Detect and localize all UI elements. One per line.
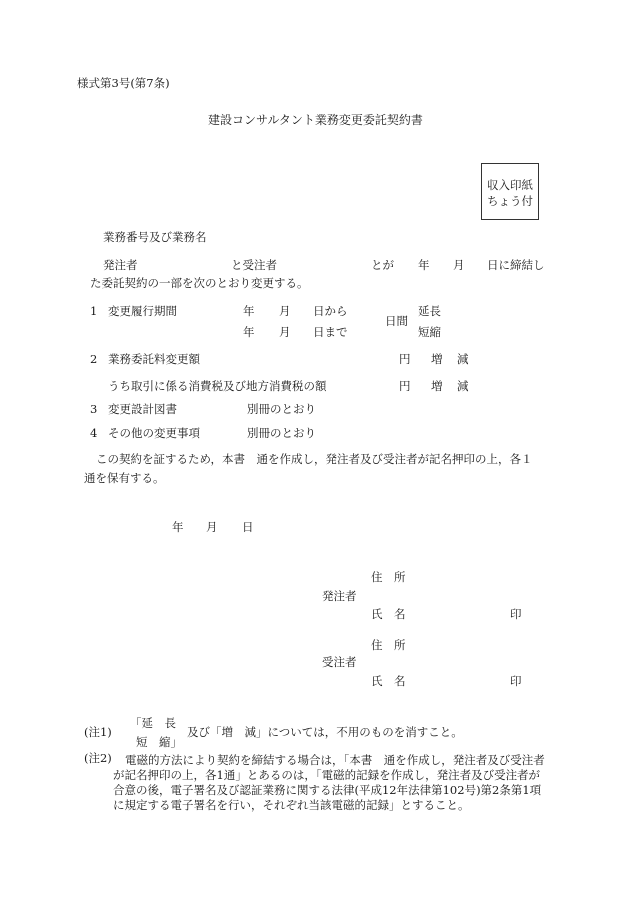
- item2-tax-decrease: 減: [457, 379, 469, 393]
- note1-bracket-top: 「延 長: [130, 716, 176, 730]
- note1-mark: (注1): [84, 725, 112, 739]
- item2-tax-increase: 増: [431, 379, 443, 393]
- item3-number: 3: [90, 402, 98, 416]
- item1-row1-month: 月: [279, 304, 291, 318]
- stamp-line-1: 収入印紙: [487, 178, 533, 192]
- intro-orderer: 発注者: [103, 258, 138, 272]
- stamp-line-2: ちょう付: [487, 194, 533, 208]
- proof-line-2: 通を保有する。: [84, 471, 165, 485]
- item1-shortening: 短縮: [418, 325, 441, 339]
- date-year: 年: [172, 520, 184, 534]
- date-day: 日: [242, 520, 254, 534]
- intro-toga: とが: [371, 258, 394, 272]
- note1-bracket-bottom: 短 縮」: [136, 735, 182, 749]
- item1-row1-year: 年: [243, 304, 255, 318]
- item2-increase: 増: [431, 352, 443, 366]
- item1-number: 1: [90, 304, 98, 318]
- document-title: 建設コンサルタント業務変更委託契約書: [208, 113, 423, 127]
- item1-days: 日間: [385, 314, 408, 328]
- note2-text: 電磁的方法により契約を締結する場合は，「本書 通を作成し，発注者及び受注者が記名押印の上，各1通」とあるのは，「電磁的記録を作成し，発注者及び受注者が合意の後，電子署名及び認証業務に関する法律(平成12年法律第102号)第2条第1項に規定する電子署名を行い，それぞれ当該電磁的記録」とすること。: [113, 753, 545, 812]
- item1-row2-month: 月: [279, 325, 291, 339]
- item2-number: 2: [90, 352, 98, 366]
- intro-day-tail: 日に締結し: [487, 258, 545, 272]
- contractor-name-label: 氏 名: [371, 674, 406, 688]
- item4-label: その他の変更事項: [108, 426, 200, 440]
- orderer-label: 発注者: [322, 589, 357, 603]
- orderer-address-label: 住 所: [371, 570, 406, 584]
- note2-mark: (注2): [84, 751, 112, 765]
- item2-tax-yen: 円: [399, 379, 411, 393]
- date-month: 月: [206, 520, 218, 534]
- contractor-seal: 印: [510, 674, 522, 688]
- revenue-stamp-box: [481, 163, 539, 220]
- item3-label: 変更設計図書: [108, 402, 177, 416]
- item2-tax-label: うち取引に係る消費税及び地方消費税の額: [108, 379, 327, 393]
- item1-row2-day: 日まで: [313, 325, 348, 339]
- item1-row1-day: 日から: [313, 304, 348, 318]
- contractor-address-label: 住 所: [371, 638, 406, 652]
- intro-year: 年: [418, 258, 430, 272]
- item2-label: 業務委託料変更額: [108, 352, 200, 366]
- item4-number: 4: [90, 426, 98, 440]
- item1-label: 変更履行期間: [108, 304, 177, 318]
- orderer-name-label: 氏 名: [371, 607, 406, 621]
- intro-month: 月: [453, 258, 465, 272]
- proof-line-1: この契約を証するため，本書 通を作成し，発注者及び受注者が記名押印の上，各１: [96, 452, 533, 466]
- item1-extension: 延長: [418, 304, 441, 318]
- orderer-seal: 印: [510, 607, 522, 621]
- form-number: 様式第3号(第7条): [77, 76, 170, 90]
- intro-line-2: た委託契約の一部を次のとおり変更する。: [90, 276, 309, 290]
- intro-and-contractor: と受注者: [231, 258, 277, 272]
- item2-yen: 円: [399, 352, 411, 366]
- item3-value: 別冊のとおり: [247, 402, 316, 416]
- item2-decrease: 減: [457, 352, 469, 366]
- business-heading: 業務番号及び業務名: [103, 230, 207, 244]
- contractor-label: 受注者: [322, 655, 357, 669]
- item4-value: 別冊のとおり: [247, 426, 316, 440]
- item1-row2-year: 年: [243, 325, 255, 339]
- note1-text: 及び「増 減」については，不用のものを消すこと。: [187, 725, 463, 739]
